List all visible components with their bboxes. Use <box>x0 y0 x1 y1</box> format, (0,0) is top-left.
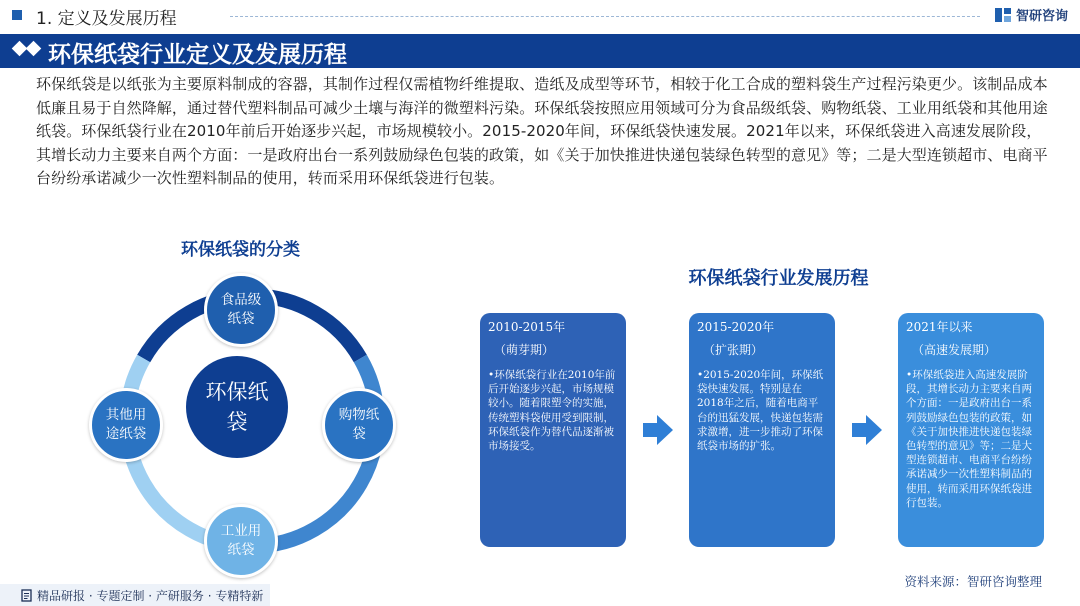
stage-description: •2015-2020年间，环保纸袋快速发展。特别是在2018年之后，随着电商平台的迅猛发展，快递包装需求激增，进一步推动了环保纸袋市场的扩张。 <box>697 369 824 453</box>
dashed-divider <box>230 16 980 17</box>
category-label: 食品级纸袋 <box>220 292 262 327</box>
brand-name: 智研咨询 <box>1015 9 1068 24</box>
history-stage-card <box>480 313 626 547</box>
stage-description: •环保纸袋行业在2010年前后开始逐步兴起，市场规模较小。随着限塑令的实施，传统塑料袋使用受到限制，环保纸袋作为替代品逐渐被市场接受。 <box>488 369 616 453</box>
stage-period: 2015-2020年 <box>697 320 775 334</box>
document-icon <box>20 589 33 602</box>
section-title: 1. 定义及发展历程 <box>36 9 177 29</box>
diamond-icons <box>14 43 39 54</box>
arrow-right-icon <box>641 413 675 447</box>
stage-period: 2010-2015年 <box>488 320 566 334</box>
title-band <box>0 34 1080 68</box>
top-bar <box>0 0 1080 32</box>
history-stage-card <box>689 313 835 547</box>
diamond-icon <box>26 41 42 57</box>
page-title: 环保纸袋行业定义及发展历程 <box>48 42 347 68</box>
category-label: 购物纸袋 <box>338 407 380 442</box>
category-food-grade <box>204 273 278 347</box>
footer-tagline <box>20 587 263 604</box>
category-shopping <box>322 388 396 462</box>
intro-paragraph: 环保纸袋是以纸张为主要原料制成的容器，其制作过程仅需植物纤维提取、造纸及成型等环节，相较于化工合成的塑料袋生产过程污染更少。该制品成本低廉且易于自然降解，通过替代塑料制品可减少土壤与海洋的微塑料污染。环保纸袋按照应用领域可分为食品级纸袋、购物纸袋、工业用纸袋和其他用途纸袋。环保纸袋行业在2010年前后开始逐步兴起，市场规模较小。2015-2020年间，环保纸袋快速发展。2021年以来，环保纸袋进入高速发展阶段，其增长动力主要来自两个方面：一是政府出台一系列鼓励绿色包装的政策，如《关于加快推进快递包装绿色转型的意见》等；二是大型连锁超市、电商平台纷纷承诺减少一次性塑料制品的使用，转而采用环保纸袋进行包装。 <box>36 75 1048 187</box>
stage-phase: （扩张期） <box>703 343 764 357</box>
classification-center-label: 环保纸袋 <box>205 380 269 434</box>
category-label: 其他用途纸袋 <box>105 407 147 442</box>
section-marker <box>12 10 22 20</box>
category-other <box>89 388 163 462</box>
classification-center <box>186 356 288 458</box>
brand-logo-icon <box>994 6 1012 24</box>
category-industrial <box>204 504 278 578</box>
history-stage-card <box>898 313 1044 547</box>
classification-title: 环保纸袋的分类 <box>181 240 300 260</box>
source-note: 资料来源：智研咨询整理 <box>904 574 1042 589</box>
footer <box>0 584 1080 606</box>
brand <box>994 5 1068 24</box>
stage-description: •环保纸袋进入高速发展阶段，其增长动力主要来自两个方面：一是政府出台一系列鼓励绿色包装的政策，如《关于加快推进快递包装绿色转型的意见》等；二是大型连锁超市、电商平台纷纷承诺减少一次性塑料制品的使用，转而采用环保纸袋进行包装。 <box>906 369 1032 509</box>
stage-phase: （萌芽期） <box>494 343 555 357</box>
arrow-right-icon <box>850 413 884 447</box>
history-title: 环保纸袋行业发展历程 <box>688 268 869 289</box>
stage-period: 2021年以来 <box>906 320 973 334</box>
category-label: 工业用纸袋 <box>220 523 262 558</box>
stage-phase: （高速发展期） <box>912 343 997 357</box>
footer-text: 精品研报 · 专题定制 · 产研服务 · 专精特新 <box>37 589 264 603</box>
